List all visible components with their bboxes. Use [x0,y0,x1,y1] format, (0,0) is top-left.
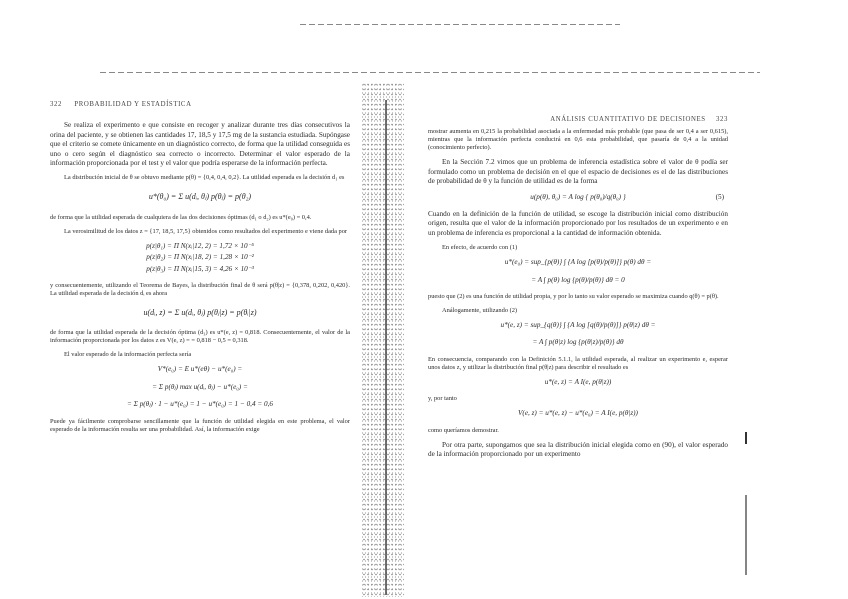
equation: = Σ p(θⱼ) max u(dᵢ, θⱼ) − u*(e₀) = [152,382,248,391]
page-edge-mark [745,432,747,444]
equation: u*(θ₀) = Σ u(dᵢ, θⱼ) p(θⱼ) = p(θ₂) [148,192,252,202]
paragraph: de forma que la utilidad esperada de cualquiera de las dos decisiones óptimas (d₁ o d₂) es u*(e₀) = 0,4. [50,213,312,221]
paragraph: Puede ya fácilmente comprobarse sencillamente que la función de utilidad elegida en este problema, el valor esperado de la información resulta ser una probabilidad. Así, la información exige [50,417,350,433]
right-page [428,115,728,466]
equation: = Σ p(θⱼ) · 1 − u*(e₀) = 1 − u*(e₀) = 1 − 0,4 = 0,6 [126,400,273,409]
paragraph: En efecto, de acuerdo con (1) [442,244,518,252]
paragraph: Análogamente, utilizando (2) [442,307,518,315]
paragraph: y, por tanto [428,395,457,403]
paragraph: Se realiza el experimento e que consiste en recoger y analizar durante tres días consecutivos la orina del paciente, y se obtienen las cantidades 17, 18,5 y 17,5 mg de la sustancia estudiada. Supóngase que el criterio se comete únicamente en un diagnóstico correcto, de forma que la utilidad conseguida es uno o cero según el diagnóstico sea correcto o incorrecto. Determinar el valor esperado de la información proporcionada por el test y el valor que podría esperarse de la información perfecta. [50,121,350,168]
equation: = A ∫ p(θ) log {p(θ)/p(θ)} dθ = 0 [531,275,625,284]
scan-artifact-header-rule [100,72,760,73]
paragraph: La distribución inicial de θ se obtuvo mediante p(θ) = {0,4, 0,4, 0,2}. La utilidad esperada es la decisión d₁ es [64,174,345,182]
equation: u*(e₀) = sup_{p(θ)} ∫ {A log [p(θ)/p(θ)]} p(θ) dθ = [504,258,652,267]
paragraph: En la Sección 7.2 vimos que un problema de inferencia estadística sobre el valor de θ podía ser formulado como un problema de decisión en el que el espacio de decisiones es el de las distribuciones de probabilidad de θ y la función de utilidad es de la forma [428,158,728,186]
left-head-title: PROBABILIDAD Y ESTADÍSTICA [74,101,192,108]
paragraph: de forma que la utilidad esperada de la decisión óptima (d₃) es u*(e, z) = 0,818. Consecuentemente, el valor de la información proporcionada por los datos z es V(e, z) = = 0,818 − 0,5 = 0,318. [50,329,350,345]
paragraph: En consecuencia, comparando con la Definición 5.1.1, la utilidad esperada, al realizar un experimento e, esperar unos datos z, y utilizar la distribución final p(θ|z) para describir el resultado es [428,355,728,371]
paragraph: El valor esperado de la información perfecta sería [64,351,192,359]
paragraph: y consecuentemente, utilizando el Teorema de Bayes, la distribución final de θ será p(θ|z) = {0,378, 0,202, 0,420}. La utilidad esperada de la decisión dᵢ es ahora [50,282,350,298]
equation: u(p(θ), θ₀) = A log { p(θ₀)/q(θ₀) } [530,192,626,201]
equation: u*(e, z) = A I(e, p(θ|z)) [544,377,612,386]
right-page-number: 323 [716,116,728,123]
equation: V(e, z) = u*(e, z) − u*(e₀) = A I(e, p(θ|z)) [518,409,638,418]
right-running-head [428,115,728,124]
paragraph: puesto que (2) es una función de utilidad propia, y por lo tanto su valor esperado se maximiza cuando q(θ) = p(θ). [428,293,719,301]
book-spine-shadow [362,82,404,597]
equation: u*(e, z) = sup_{q(θ)} ∫ {A log [q(θ)/p(θ)]} p(θ|z) dθ = [500,321,656,330]
paragraph: mostrar aumenta en 0,215 la probabilidad asociada a la enfermedad más probable (que pasa de ser 0,4 a ser 0,615), mientras que la información perfecta conducirá en 0,6 esta probabilidad, que pasaría de 0,4 a la unidad (conocimiento perfecto). [428,128,728,152]
equation: p(z|θ₃) = Π N(xᵢ|15, 3) = 4,26 × 10⁻³ [146,264,254,273]
paragraph: Cuando en la definición de la función de utilidad, se escoge la distribución inicial como distribución origen, resulta que el valor de la información proporcionado por los resultados de un experimento e en un problema de inferencia es proporcional a la cantidad de información obtenida. [428,210,728,237]
right-head-title: ANÁLISIS CUANTITATIVO DE DECISIONES [550,116,706,123]
page-edge-mark [745,495,747,575]
book-gutter-line [385,100,387,595]
equation: p(z|θ₁) = Π N(xᵢ|12, 2) = 1,72 × 10⁻⁵ [146,241,254,250]
left-page [50,100,350,440]
equation: u(dᵢ, z) = Σ u(dᵢ, θⱼ) p(θⱼ|z) = p(θᵢ|z) [143,308,257,318]
equation: = A ∫ p(θ|z) log {p(θ|z)/p(θ)} dθ [532,338,624,347]
scan-artifact-top-rule [300,24,620,25]
equation-number: (5) [715,192,724,201]
equation: V*(e₀) = E u*(eθ) − u*(e₀) = [157,365,243,374]
paragraph: Por otra parte, supongamos que sea la distribución inicial elegida como en (90), el valor esperado de la información proporcionado por un experimento [428,440,728,459]
paragraph: La verosimilitud de los datos z = {17, 18,5, 17,5} obtenidos como resultados del experimento e viene dada por [64,227,348,235]
left-page-number: 322 [50,101,62,108]
left-running-head [50,100,350,109]
equation: p(z|θ₂) = Π N(xᵢ|18, 2) = 1,28 × 10⁻² [146,253,254,262]
paragraph: como queríamos demostrar. [428,426,499,434]
equation-row [428,193,728,202]
